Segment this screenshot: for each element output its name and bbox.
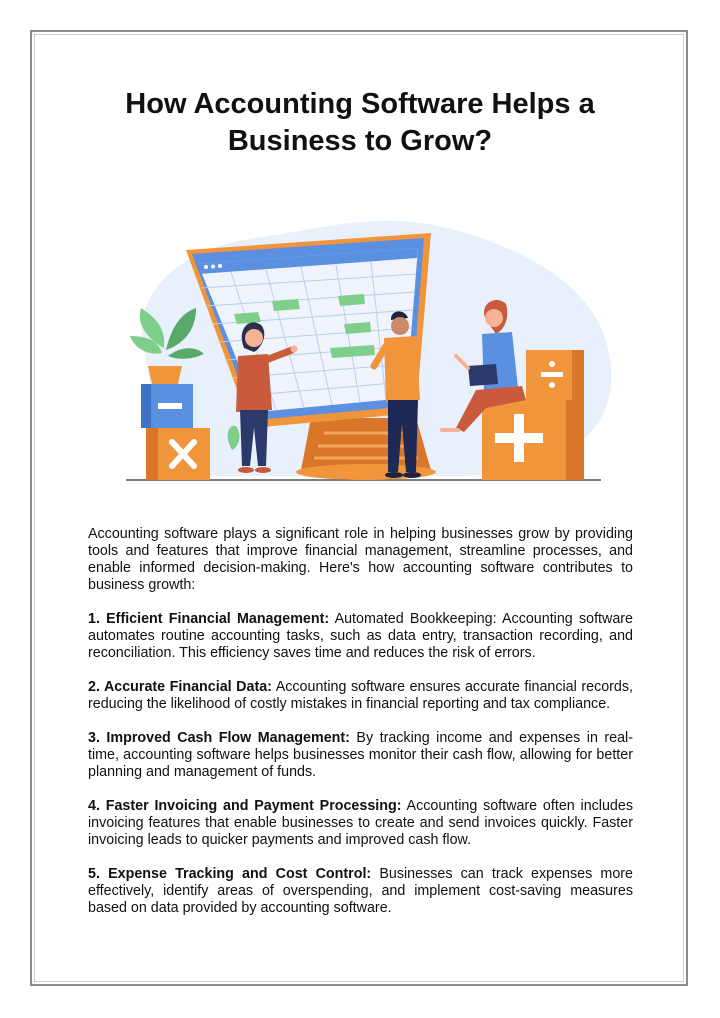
article-body	[88, 526, 633, 934]
point-1-text: Automated Bookkeeping: Accounting software automates routine accounting tasks, such as data entry, transaction recording, and reconciliation. This efficiency saves time and reduces the risk of errors.	[88, 611, 634, 661]
accounting-illustration	[86, 188, 634, 484]
plus-block-icon	[482, 400, 584, 480]
point-4-text: Accounting software often includes invoicing features that enable businesses to create and send invoices quickly. Faster invoicing leads to quicker payments and improved cash flow.	[88, 798, 633, 848]
point-4-heading: 4. Faster Invoicing and Payment Processing:	[88, 798, 402, 814]
point-3-text: By tracking income and expenses in real-time, accounting software helps businesses monitor their cash flow, allowing for better planning and management of funds.	[88, 730, 633, 780]
point-4	[88, 798, 633, 849]
point-5	[88, 866, 633, 917]
point-5-heading: 5. Expense Tracking and Cost Control:	[88, 866, 372, 882]
divide-block-icon	[526, 350, 584, 400]
point-3	[88, 730, 633, 781]
point-2-heading: 2. Accurate Financial Data:	[88, 679, 272, 695]
point-2	[88, 679, 633, 713]
title-line-1: How Accounting Software Helps a	[125, 88, 595, 120]
point-5-text: Businesses can track expenses more effectively, identify areas of overspending, and implement cost-saving measures based on data provided by accounting software.	[88, 866, 633, 916]
point-1-heading: 1. Efficient Financial Management:	[88, 611, 330, 627]
point-2-text: Accounting software ensures accurate financial records, reducing the likelihood of costly mistakes in financial reporting and tax compliance.	[88, 679, 633, 712]
point-1	[88, 611, 633, 662]
page-title	[60, 86, 660, 160]
title-line-2: Business to Grow?	[227, 125, 493, 157]
point-3-heading: 3. Improved Cash Flow Management:	[88, 730, 350, 746]
multiply-block-icon	[146, 428, 210, 480]
minus-block-icon	[141, 384, 193, 428]
intro-paragraph: Accounting software plays a significant role in helping businesses grow by providing tools and features that improve financial management, streamline processes, and enable informed decision-making. Here's how accounting software contributes to business growth:	[88, 526, 633, 593]
